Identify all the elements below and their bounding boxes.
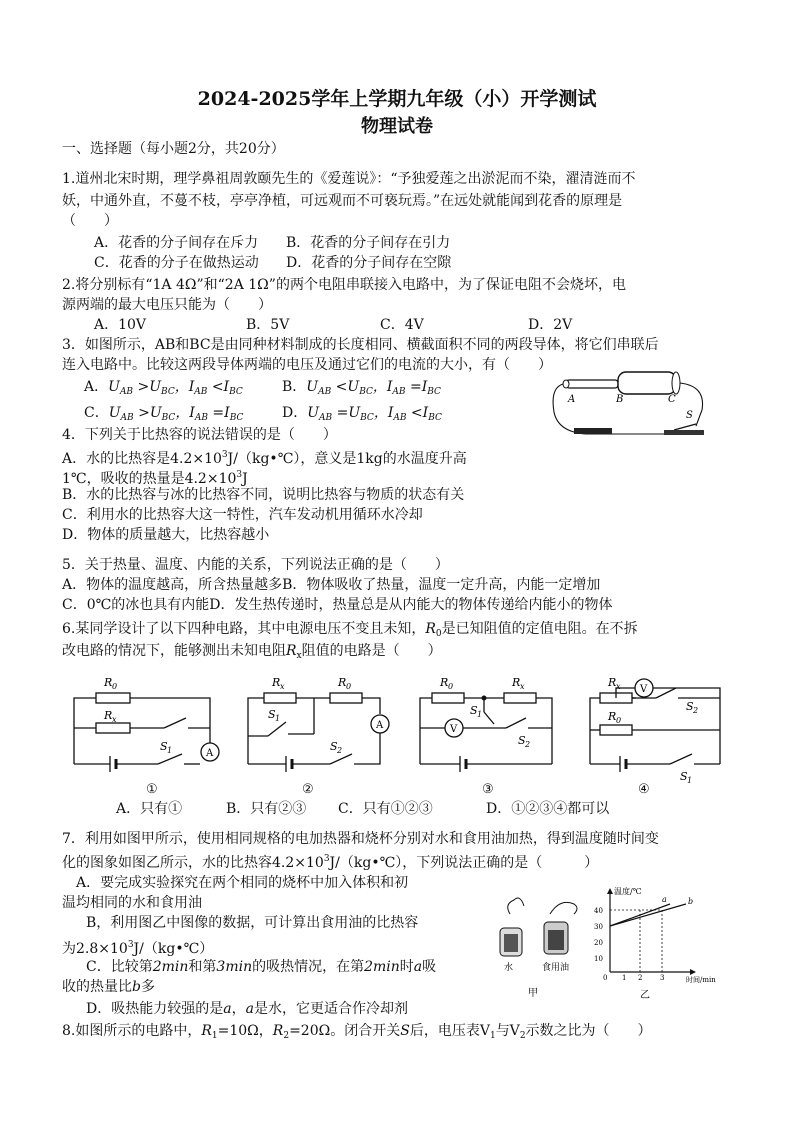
c4-r0-label: R [608,710,617,723]
q3-option-d-i: ，I [373,405,394,421]
tick-0: 0 [603,974,608,982]
q6-option-b: B．只有②③ [226,801,307,817]
q1-line1: 1.道州北宋时期，理学鼻祖周敦颐先生的《爱莲说》：“予独爱莲之出淤泥而不染，濯清涟而不 [62,171,636,187]
c2-rx-label: R [272,676,281,689]
q7-d-p4: a [245,1001,254,1017]
q3-option-a-rel1: >U [133,379,162,395]
y-axis-label: 温度/℃ [614,887,642,896]
c2-r0-resistor [330,693,362,703]
q2-option-d: D．2V [528,317,573,333]
end-a-cap [563,380,569,388]
q3-option-c-u: U [108,405,121,421]
q7-c2-p3: 多 [140,979,155,995]
tick-10: 10 [594,955,603,963]
c4-r0-resistor [600,725,632,735]
q1-line2: 妖，中通外直，不蔓不枝，亭亭净植，可远观而不可亵玩焉。”在远处就能闻到花香的原理是 [62,193,623,209]
q3-option-a-i: ，I [174,379,195,395]
q7-l2-part2: J/（kg•℃），下列说法正确的是（ ） [329,855,599,871]
q4-a-part3: 1℃，吸收的热量是4.2×10 [62,471,237,487]
label-a: A [568,394,576,405]
q3-option-a-u: U [108,379,120,395]
q7-option-c-line2 [62,978,155,996]
c3-rx-label: R [512,676,521,689]
q4-option-c: C．利用水的比热容大这一特性，汽车发动机用循环水冷却 [62,507,423,523]
q6-option-c: C．只有①②③ [338,801,433,817]
q1-option-a: A．花香的分子间存在斥力 [94,235,259,251]
q8-line1 [62,1022,652,1045]
q3-option-d-sub4: BC [428,413,442,423]
q3-conductor-figure [546,368,726,444]
q8-r1: R [201,1023,212,1039]
q6-line2 [62,642,442,665]
c4-s1-blade [670,754,692,764]
q3-option-d-u: U [307,405,320,421]
c2-right-wire [354,733,380,764]
q1-option-b: B．花香的分子间存在引力 [286,235,451,251]
q4-a-exp: 3 [221,450,228,460]
q7-line2 [62,850,598,872]
q7-d-p5: 是水，它更适合作冷却剂 [253,1001,408,1017]
q7-b-exp: 3 [127,940,134,950]
q4-a-part1: A．水的比热容是4.2×10 [62,451,222,467]
c3-outer-wire [420,698,552,764]
q7-c-p8: a [413,959,423,975]
c2-s1-blade [268,722,286,736]
q6-l2-part2: 阻值的电路是（ ） [301,643,442,659]
label-b: B [616,394,624,405]
q7-c-p5: 的吸热情况，在第 [252,959,365,975]
c4-r0-sub: 0 [616,716,622,725]
c1-rx-label: R [104,709,113,722]
c1-r0-resistor [96,693,130,703]
battery-body [574,428,612,434]
q7-l2-part1: 化的图象如图乙所示，水的比热容4.2×10 [62,855,324,871]
c3-s2-sub: 2 [525,740,531,749]
q3-option-c-i: ，I [175,405,195,421]
c4-s1-sub: 1 [687,776,693,785]
q3-option-b-rel1: <U [331,379,360,395]
q8-p5: 与V [495,1023,520,1039]
q7-option-b-line1: B，利用图乙中图像的数据，可计算出食用油的比热容 [86,915,419,931]
q7-b-part1: 为2.8×10 [62,941,128,957]
q8-v1-sub: 1 [489,1031,496,1041]
q6-l1-part2: 是已知阻值的定值电阻。在不拆 [441,621,638,637]
line-a-label: a [662,895,667,904]
tick-40: 40 [594,907,603,915]
tick-30: 30 [594,923,603,931]
c2-s2-blade [330,754,352,764]
c4-s2-label: S [686,700,694,713]
temperature-time-graph [594,886,716,984]
q3-option-a-sub2: BC [161,387,175,397]
q3-option-d-sub1: AB [319,413,333,423]
q3-option-d-rel2: <I [406,405,429,421]
c1-s1-sub: 1 [167,746,173,755]
q7-c2-p1: 收的热量比 [62,979,132,995]
q3-option-c-letter: C． [84,405,109,421]
c2-s1-label: S [268,708,276,721]
switch-base [664,430,704,435]
q6-l1-r: R [425,621,436,637]
tick-20: 20 [594,939,603,947]
q7-b-part2: J/（kg•℃） [133,941,214,957]
beaker-water [500,898,524,956]
c2-ammeter-label: A [376,720,384,731]
q3-option-a-sub3: AB [194,387,208,397]
circuit-3 [420,676,552,772]
q2-option-c: C．4V [380,317,424,333]
c1-rx-resistor [96,723,130,733]
c2-r0-sub: 0 [346,682,352,691]
c2-rx-sub: x [280,682,285,691]
q3-option-d-letter: D． [282,405,308,421]
q7-c-p2: 2min [152,959,189,975]
c1-s1-label: S [160,740,168,753]
q4-a-part4: J [242,471,248,487]
q7-figure [490,884,740,1002]
q3-option-c-sub2: BC [161,413,176,423]
q5-options-cd: C．0℃的冰也具有内能D．发生热传递时，热量总是从内能大的物体传递给内能小的物体 [62,597,613,613]
c1-rx-sub: x [112,715,117,724]
exam-subtitle: 物理试卷 [361,116,433,137]
q6-l2-r: R [286,643,297,659]
q4-a-part2: J/（kg•℃），意义是1kg的水温度升高 [227,451,467,467]
q3-option-d-sub2: BC [360,413,374,423]
circuit-2 [248,676,389,772]
q6-l2-part1: 改电路的情况下，能够测出未知电阻 [62,643,286,659]
circuit-4 [590,676,720,785]
q8-r1-sub: 1 [211,1031,218,1041]
x-axis-label: 时间/min [686,976,716,984]
q3-option-b-i: ，I [372,379,393,395]
thick-conductor-bc [618,372,676,394]
q1-option-c: C．花香的分子在做热运动 [94,255,259,271]
q7-d-p1: D．吸热能力较强的是 [86,1001,224,1017]
line-b [610,904,686,926]
c2-r0-label: R [338,676,347,689]
q3-option-d-rel1: =U [332,405,361,421]
q4-option-d: D．物体的质量越大，比热容越小 [62,527,270,543]
circuit-1 [74,676,219,772]
beaker-oil [544,902,577,954]
q8-r2-sub: 2 [283,1031,290,1041]
q8-v2-sub: 2 [519,1031,526,1041]
q3-line1: 3．如图所示，AB和BC是由同种材料制成的长度相同、横截面积不同的两段导体，将它们串联后 [62,337,659,353]
q3-option-a [84,378,243,401]
c3-rx-resistor [504,693,536,703]
c1-r0-sub: 0 [112,682,118,691]
q8-s: S [400,1023,410,1039]
label-c: C [668,394,676,405]
q6-line1 [62,620,638,643]
c3-r0-sub: 0 [448,682,454,691]
label-yi: 乙 [640,990,650,1001]
q7-c-p6: 2min [364,959,400,975]
q6-circuits [60,664,740,794]
q2-line2: 源两端的最大电压只能为（ ） [62,297,272,313]
q3-option-c-rel2: =I [207,405,230,421]
q3-option-d [282,404,442,427]
section-heading: 一、选择题（每小题2分，共20分） [62,141,285,157]
q3-option-a-letter: A． [84,379,109,395]
q4-line1: 4．下列关于比热容的说法错误的是（ ） [62,427,337,443]
label-oil: 食用油 [542,963,570,973]
c2-s2-sub: 2 [337,746,343,755]
q7-d-p3: ， [231,1001,246,1017]
q7-l2-exp: 3 [323,854,330,864]
c3-s1-sub: 1 [477,710,483,719]
q8-p4: 后，电压表V [409,1023,490,1039]
q4-option-a-line1 [62,446,467,468]
label-s: S [686,410,693,421]
q7-c2-p2: b [132,979,141,995]
tick-1: 1 [622,974,627,982]
x-axis-arrow [690,969,696,975]
q3-option-a-sub1: AB [119,387,134,397]
q2-line1: 2.将分别标有“1A 4Ω”和“2A 1Ω”的两个电阻串联接入电路中，为了保证电阻不会烧坏，电 [62,277,626,293]
q2-option-b: B．5V [246,317,290,333]
q3-option-c [84,404,243,427]
q3-option-b-u: U [306,379,319,395]
q8-p3: =20Ω。闭合开关 [289,1023,401,1039]
c3-s1-label: S [470,704,478,717]
c1-switch-blade [164,718,186,728]
q7-option-a-line2: 温均相同的水和食用油 [62,895,202,911]
q3-option-a-sub4: BC [229,387,243,397]
q7-option-c-line1 [86,958,436,976]
q1-line3: （ ） [62,213,118,229]
q7-c-p1: C．比较第 [86,959,153,975]
label-jia: 甲 [528,988,538,999]
q3-option-b-sub1: AB [318,387,332,397]
q3-option-a-rel2: <I [207,379,230,395]
c4-rx-label: R [608,676,617,689]
q8-p1: 8.如图所示的电路中， [62,1023,202,1039]
q6-option-d: D．①②③④都可以 [486,801,610,817]
q4-option-b: B．水的比热容与冰的比热容不同，说明比热容与物质的状态有关 [62,487,465,503]
y-axis-arrow [607,888,613,894]
q3-option-b-sub4: BC [427,387,441,397]
q7-c-p4: 3min [216,959,253,975]
c4-voltmeter-label: V [640,684,648,695]
c1-s1-blade [158,754,182,764]
end-c-cap [672,372,680,394]
water-heater [504,934,518,952]
q5-line1: 5．关于热量、温度、内能的关系，下列说法正确的是（ ） [62,557,449,573]
q8-r2: R [272,1023,284,1039]
c2-rx-resistor [264,693,296,703]
label-water: 水 [504,963,514,973]
water-heater-wire [508,898,524,914]
q8-p6: 示数之比为（ ） [525,1023,652,1039]
tick-2: 2 [638,974,643,982]
q7-c-p9: 吸 [422,959,437,975]
line-b-label: b [688,897,694,906]
q7-option-a-line1: A．要完成实验探究在两个相同的烧杯中加入体积和初 [76,875,409,891]
q3-option-d-sub3: AB [393,413,407,423]
q6-l1-part1: 6.某同学设计了以下四种电路，其中电源电压不变且未知， [62,621,426,637]
tick-3: 3 [660,974,665,982]
q6-fig-label-2: ② [302,782,314,797]
q7-c-p3: 和第 [188,959,217,975]
q8-p2: =10Ω， [217,1023,273,1039]
q6-l1-r-sub: 0 [435,629,442,639]
thin-conductor-ab [566,380,618,388]
q6-fig-label-4: ④ [638,782,650,797]
oil-heater-wire [550,902,577,914]
c3-voltmeter-label: V [450,724,458,735]
q7-option-b-line2 [62,936,213,958]
c2-s2-label: S [330,740,338,753]
q7-c-p7: 时 [399,959,414,975]
q7-line1: 7．利用如图甲所示，使用相同规格的电加热器和烧杯分别对水和食用油加热，得到温度随时间变 [62,831,659,847]
c3-r0-label: R [440,676,449,689]
q5-options-ab: A．物体的温度越高，所含热量越多B．物体吸收了热量，温度一定升高，内能一定增加 [62,577,601,593]
c3-s2-blade [506,718,526,728]
c4-s1-label: S [680,770,688,783]
c2-s1-sub: 1 [275,714,281,723]
q6-option-a: A．只有① [116,801,183,817]
c4-s2-blade [656,688,676,698]
q3-line2: 连入电路中。比较这两段导体两端的电压及通过它们的电流的大小，有（ ） [62,357,552,373]
c1-r0-label: R [104,676,113,689]
q6-fig-label-1: ① [146,782,158,797]
q3-option-c-rel1: >U [133,405,162,421]
q3-option-c-sub1: AB [120,413,134,423]
q6-fig-label-3: ③ [482,782,494,797]
q3-option-c-sub4: BC [229,413,244,423]
switch-blade [674,424,696,430]
q7-d-p2: a [223,1001,232,1017]
exam-title: 2024-2025学年上学期九年级（小）开学测试 [197,88,597,110]
q3-option-b-sub3: AB [392,387,406,397]
q3-option-c-sub3: AB [194,413,208,423]
c3-rx-sub: x [520,682,525,691]
c1-outer-wire [74,698,210,764]
c3-s2-label: S [518,734,526,747]
q1-option-d: D．花香的分子间存在空隙 [286,255,452,271]
oil-heater [548,930,564,950]
c1-ammeter-label: A [206,748,214,759]
q3-option-b-sub2: BC [359,387,373,397]
q6-l2-r-sub: x [296,651,302,661]
q3-option-b-letter: B． [282,379,307,395]
q4-a-exp2: 3 [236,470,243,480]
c3-s1-blade [484,712,494,724]
q7-option-d [86,1000,408,1018]
c4-rx-sub: x [616,682,621,691]
q2-option-a: A．10V [94,317,147,333]
q3-option-b [282,378,441,401]
q4-option-a-line2 [62,466,248,488]
c4-s2-sub: 2 [693,706,699,715]
q3-option-b-rel2: =I [405,379,428,395]
c3-r0-resistor [432,693,464,703]
